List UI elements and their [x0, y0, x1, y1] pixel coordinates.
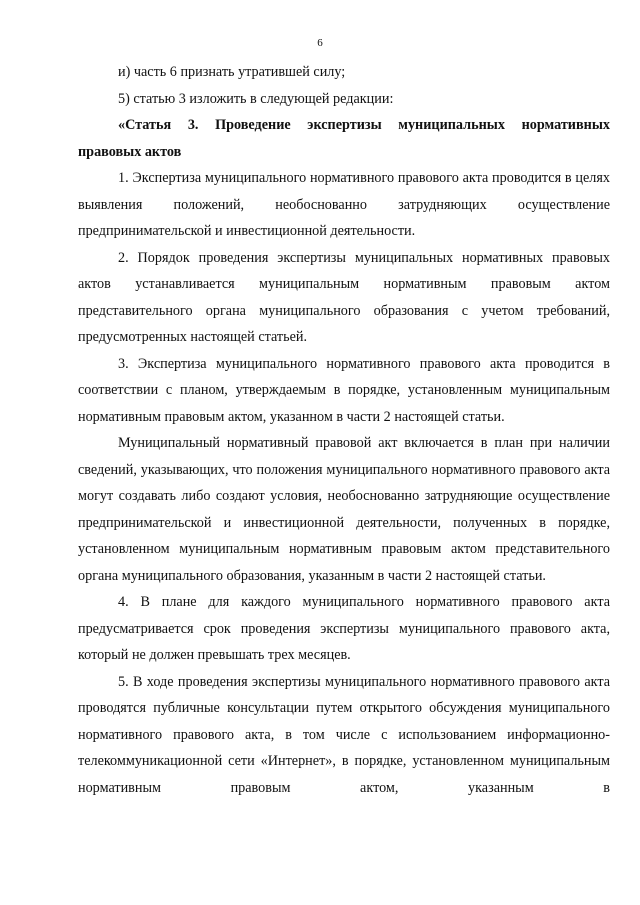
- paragraph-item-i: и) часть 6 признать утратившей силу;: [118, 64, 346, 80]
- article-3-part-5: 5. В ходе проведения экспертизы муниципального нормативного правового акта проводятся публичные консультации путем открытого обсуждения муниципального нормативного правового акта, в том числе с использованием информационно-телекоммуникационной сети «Интернет», в порядке, установленном муниципальным нормативным правовым актом, указанным в: [78, 673, 610, 796]
- page-number: 6: [317, 37, 323, 49]
- article-3-part-3: 3. Экспертиза муниципального нормативного правового акта проводится в соответствии с планом, утверждаемым в порядке, установленным муниципальным нормативным правовым актом, указанном в части 2 настоящей статьи.: [78, 355, 610, 425]
- article-3-part-1: 1. Экспертиза муниципального нормативного правового акта проводится в целях выявления положений, необоснованно затрудняющих осуществление предпринимательской и инвестиционной деятельности.: [78, 170, 610, 239]
- article-3-part-3-continuation: Муниципальный нормативный правовой акт включается в план при наличии сведений, указывающих, что положения муниципального нормативного правового акта могут создавать либо создают условия, необоснованно затрудняющие осуществление предпринимательской и инвестиционной деятельности, полученных в порядке, установленном муниципальным нормативным правовым актом представительного органа муниципального образования, указанным в части 2 настоящей статьи.: [78, 435, 610, 584]
- article-3-heading: «Статья 3. Проведение экспертизы муниципальных нормативных правовых актов: [78, 117, 610, 160]
- article-3-part-2: 2. Порядок проведения экспертизы муниципальных нормативных правовых актов устанавливается муниципальным нормативным правовым актом представительного органа муниципального образования с учетом требований, предусмотренных настоящей статьей.: [78, 249, 610, 345]
- article-3-part-4: 4. В плане для каждого муниципального нормативного правового акта предусматривается срок проведения экспертизы муниципального правового акта, который не должен превышать трех месяцев.: [78, 594, 610, 663]
- document-body: [78, 59, 610, 801]
- paragraph-item-5: 5) статью 3 изложить в следующей редакции:: [118, 90, 394, 107]
